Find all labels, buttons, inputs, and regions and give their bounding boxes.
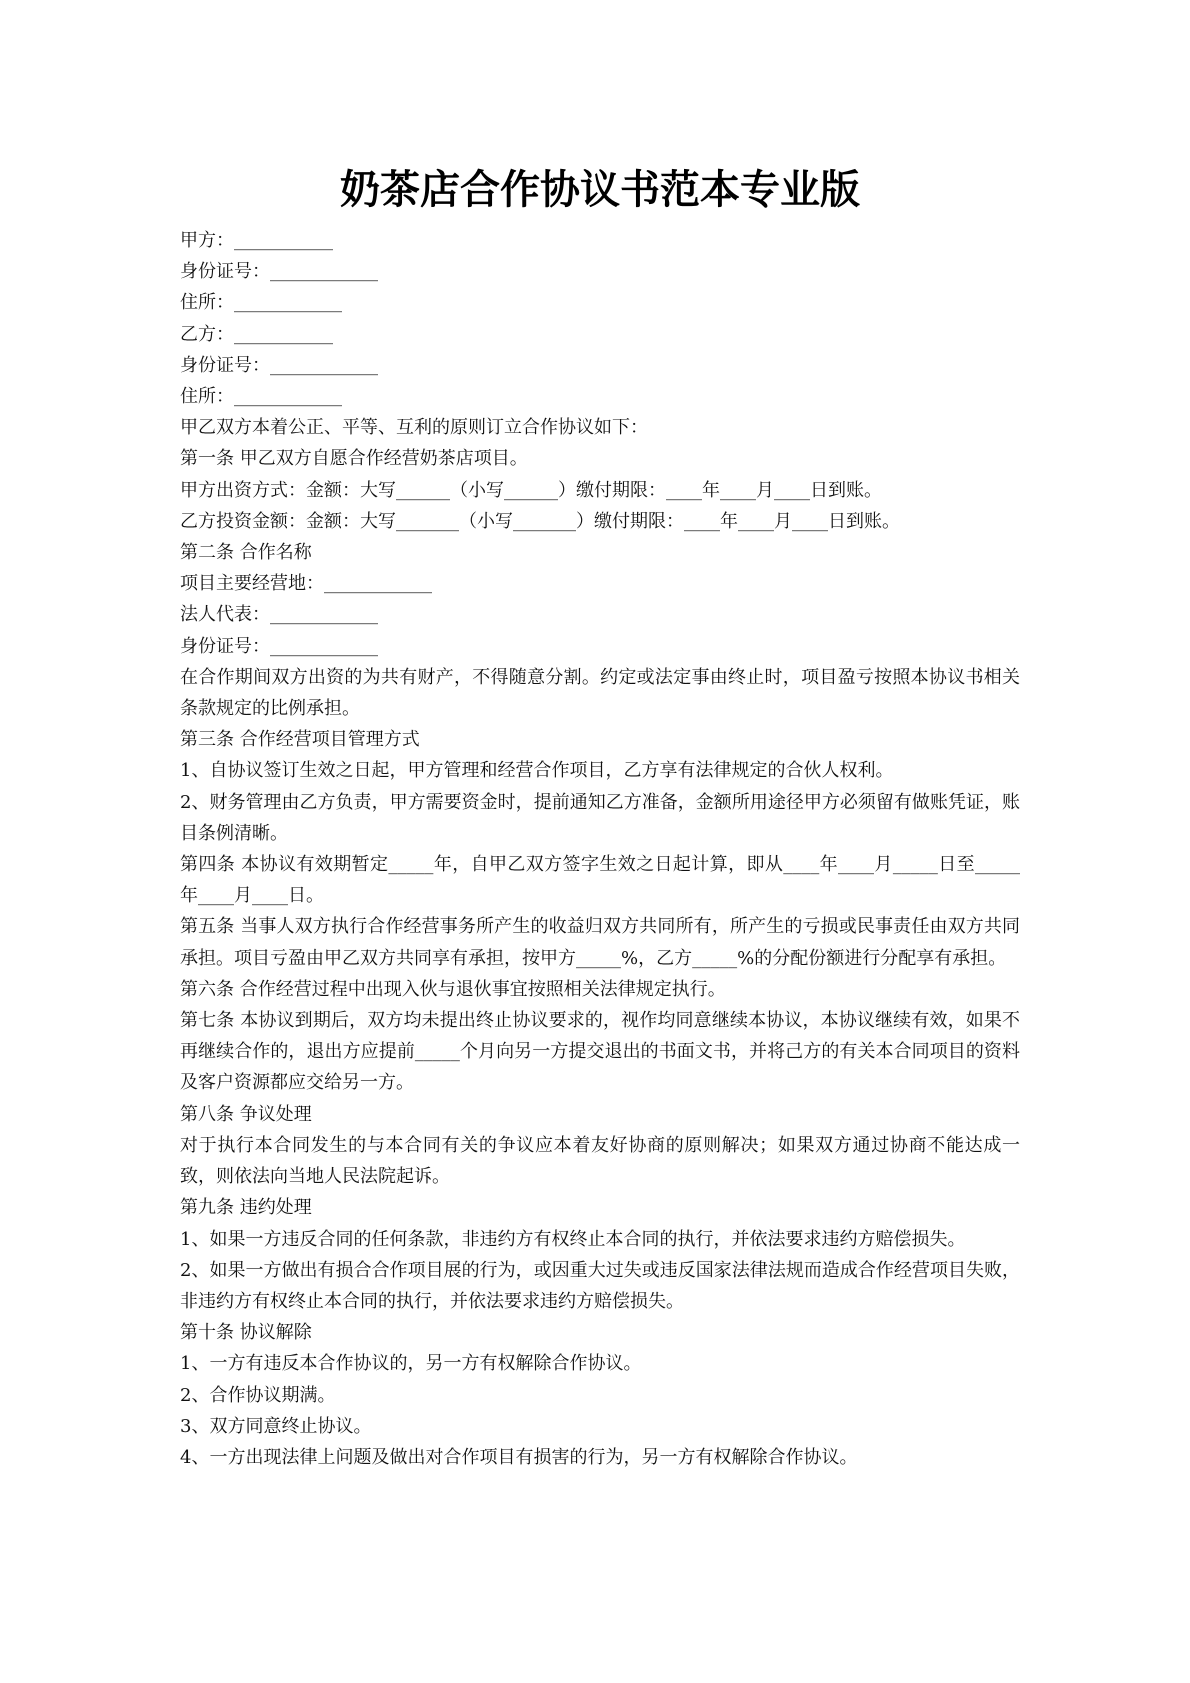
party-b-address-field: 住所：____________ [180,386,342,408]
business-location-field: 项目主要经营地：____________ [180,573,432,595]
article-9-item-2: 2、如果一方做出有损合合作项目展的行为，或因重大过失或违反国家法律法规而造成合作经营项目失败，非违约方有权终止本合同的执行，并依法要求违约方赔偿损失。 [180,1259,1020,1312]
party-b-id-field: 身份证号：____________ [180,354,378,376]
legal-representative-field: 法人代表：____________ [180,604,378,626]
article-2-heading: 第二条 合作名称 [180,542,312,564]
article-1-heading: 第一条 甲乙双方自愿合作经营奶茶店项目。 [180,448,528,470]
article-10-item-4: 4、一方出现法律上问题及做出对合作项目有损害的行为，另一方有权解除合作协议。 [180,1446,858,1468]
document-title: 奶茶店合作协议书范本专业版 [340,167,860,213]
article-9-item-1: 1、如果一方违反合同的任何条款，非违约方有权终止本合同的执行，并依法要求违约方赔偿损失。 [180,1228,966,1250]
article-8-body: 对于执行本合同发生的与本合同有关的争议应本着友好协商的原则解决；如果双方通过协商不能达成一致，则依法向当地人民法院起诉。 [180,1134,1020,1188]
article-10-item-2: 2、合作协议期满。 [180,1384,336,1406]
party-a-address-field: 住所：____________ [180,292,342,314]
article-10-item-3: 3、双方同意终止协议。 [180,1415,372,1437]
article-3-item-1: 1、自协议签订生效之日起，甲方管理和经营合作项目，乙方享有法律规定的合伙人权利。 [180,760,894,782]
representative-id-field: 身份证号：____________ [180,635,378,657]
party-a-field: 甲方：___________ [180,230,333,251]
article-7: 第七条 本协议到期后，双方均未提出终止协议要求的，视作均同意继续本协议，本协议继续有效，如果不再继续合作的，退出方应提前_____个月向另一方提交退出的书面文书，并将己方的有关本合同项目的资料及客户资源都应交给另一方。 [180,1010,1020,1094]
party-a-id-field: 身份证号：____________ [180,261,378,283]
party-b-field: 乙方：___________ [180,323,333,345]
article-5: 第五条 当事人双方执行合作经营事务所产生的收益归双方共同所有，所产生的亏损或民事责任由双方共同承担。项目亏盈由甲乙双方共同享有承担，按甲方_____%，乙方_____%的分配份额进行分配享有承担。 [180,916,1020,969]
document-body [180,225,1020,1473]
article-9-heading: 第九条 违约处理 [180,1197,312,1219]
party-a-investment: 甲方出资方式：金额：大写______（小写______）缴付期限：____年____月____日到账。 [180,479,882,501]
joint-property-paragraph: 在合作期间双方出资的为共有财产，不得随意分割。约定或法定事由终止时，项目盈亏按照本协议书相关条款规定的比例承担。 [180,666,1020,720]
article-8-heading: 第八条 争议处理 [180,1103,312,1125]
article-3-item-2: 2、财务管理由乙方负责，甲方需要资金时，提前通知乙方准备，金额所用途径甲方必须留有做账凭证，账目条例清晰。 [180,791,1020,844]
article-10-item-1: 1、一方有违反本合作协议的，另一方有权解除合作协议。 [180,1353,642,1375]
article-6: 第六条 合作经营过程中出现入伙与退伙事宜按照相关法律规定执行。 [180,978,726,1000]
article-3-heading: 第三条 合作经营项目管理方式 [180,729,420,751]
preamble: 甲乙双方本着公正、平等、互利的原则订立合作协议如下： [180,417,648,439]
article-10-heading: 第十条 协议解除 [180,1322,312,1344]
article-4: 第四条 本协议有效期暂定_____年，自甲乙双方签字生效之日起计算，即从____年____月_____日至_____年____月____日。 [180,854,1020,907]
party-b-investment: 乙方投资金额：金额：大写_______（小写_______）缴付期限：____年____月____日到账。 [180,510,900,532]
document-page [180,155,1020,1473]
